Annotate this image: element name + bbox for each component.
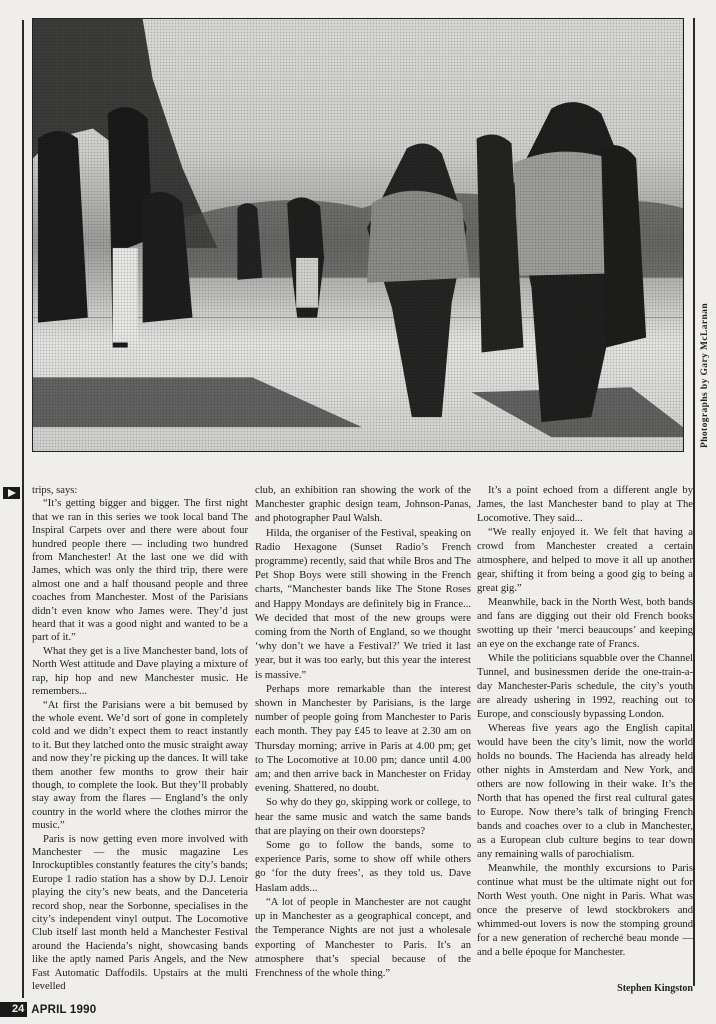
paragraph: Paris is now getting even more involved with Manchester — the music magazine Les Inrockuptibles constantly features the city’s bands; Europe 1 radio station has a show by D.J. Lenoir playing the city’s new beats, and the Danceteria record shop, near the Sorbonne, specialises in the city’s independent vinyl output. The Locomotive Club itself last month held a Manchester Festival around the Hacienda’s night, showcasing bands like the aptly named Paris Angels, and the New Fast Automatic Daffodils. Upstairs at the multi levelled (32, 833, 248, 993)
paragraph: trips, says: (32, 485, 78, 496)
photo-credit: Photographs by Gary McLarnan (700, 303, 710, 448)
figure-right-edge (601, 145, 646, 347)
figure-left-2-trousers (113, 248, 138, 343)
photo-illustration (33, 19, 683, 451)
article-column-1 (32, 484, 248, 993)
paragraph: Hilda, the organiser of the Festival, speaking on Radio Hexagone (Sunset Radio’s French programme) recently, said that while Bros and The Pet Shop Boys were still showing in the French charts, “Manchester bands like The Stone Roses and Happy Mondays are definitely big in France... We decided that most of the new groups were coming from the North of England, so we thought ‘why don’t we have a Festival?’ We tried it last year, but it was too early, but this year the interest is massive.” (255, 527, 471, 681)
author-byline: Stephen Kingston (617, 983, 693, 994)
figure-mid-2-trousers (296, 258, 318, 308)
page-number: 24 (0, 1002, 27, 1017)
play-arrow-icon (3, 487, 20, 499)
paragraph: So why do they go, skipping work or college, to hear the same music and watch the same bands that are playing on their own doorsteps? (255, 797, 471, 837)
page-footer (0, 1002, 96, 1017)
paragraph: Whereas five years ago the English capital would have been the city’s limit, now the world holds no bounds. The Hacienda has already held other nights in Amsterdam and New York, and others are now following in their wake. It’s the North that has opened the first real cultural gates to Europe. Now there’s talk of bringing French bands and coaches over to a club in Manchester, as a European club culture begins to tear down any remaining walls of parochialism. (477, 723, 693, 860)
issue-date: APRIL 1990 (31, 1003, 97, 1016)
paragraph: It’s a point echoed from a different angle by James, the last Manchester band to play at The Locomotive. They said... (477, 485, 693, 524)
article-column-2 (255, 484, 471, 981)
article-column-3 (477, 484, 693, 996)
plaza-dark-stripe-1 (33, 377, 362, 427)
left-column-rule (22, 20, 24, 998)
paragraph: Meanwhile, back in the North West, both bands and fans are digging out their old French books swotting up their ‘merci beaucoups’ and keeping an eye on the exchange rate of Francs. (477, 597, 693, 650)
paragraph: Some go to follow the bands, some to experience Paris, some to show off while others go ‘for the duty frees’, as they told us. Dave Haslam adds... (255, 840, 471, 894)
paragraph: “A lot of people in Manchester are not caught up in Manchester as a geographical concept, and the Temperance Nights are not just a wholesale exporting of Manchester to Paris. It’s an atmosphere that’s special because of the Frenchness of the whole thing.” (255, 896, 471, 979)
paragraph: “At first the Parisians were a bit bemused by the whole event. We’d sort of gone in completely cold and we didn’t expect them to react instantly to it. But they latched onto the music straight away and now they’re picking up the dances. It will take them another few months to grow their hair though, to complete the look. But they’ll probably stay away from the flares — England’s the only country in the world where the clothes mirror the music.” (32, 699, 248, 832)
figure-left-1 (38, 131, 88, 323)
paragraph: What they get is a live Manchester band, lots of North West attitude and Dave playing a mixture of rap, hip hop and new Manchester music. He remembers... (32, 645, 248, 698)
paragraph: Meanwhile, the monthly excursions to Paris continue what must be the ultimate night out for North West youth. One night in Paris. What was once the preserve of lewd stockbrokers and whimmed-out lovers is now the stomping ground for a new generation of recherché beau monde — and a belle époque for Manchester. (477, 863, 693, 958)
paragraph: “It’s getting bigger and bigger. The first night that we ran in this series we took local band The Inspiral Carpets over and there were about four hundred people there — including two hundred from Manchester! At the last one we did with James, which was only the third trip, there were almost one and a half thousand people and three coaches from Manchester. Most of the Parisians didn’t even know who James were. They’d just heard that it was a good night and wanted to be a part of it.” (32, 498, 248, 644)
paragraph: While the politicians squabble over the Channel Tunnel, and businessmen deride the one-train-a-day Manchester-Paris schedule, the city’s youth are already ushering in 1992, reaching out to Europe, and consciously bypassing London. (477, 653, 693, 720)
right-column-rule (693, 18, 695, 986)
figure-woman-jacket (367, 191, 470, 283)
paragraph: “We really enjoyed it. We felt that having a crowd from Manchester created a certain atmosphere, and helped to move it all up another gear, shifting it from being a good gig to being a great gig.” (477, 527, 693, 594)
article-photo (32, 18, 684, 452)
paragraph: Perhaps more remarkable than the interest shown in Manchester by Parisians, is the large number of people going from Manchester to Paris each month. They pay £45 to leave at 2.30 am on Thursday morning; arrive in Paris at 4.00 pm; get to The Locomotive at 10.00 pm; dance until 4.00 am; and then arrive back in Manchester on Friday evening. Shattered, no doubt. (255, 683, 471, 795)
paragraph: club, an exhibition ran showing the work of the Manchester graphic design team, Johnson-Panas, and photographer Paul Walsh. (255, 485, 471, 525)
